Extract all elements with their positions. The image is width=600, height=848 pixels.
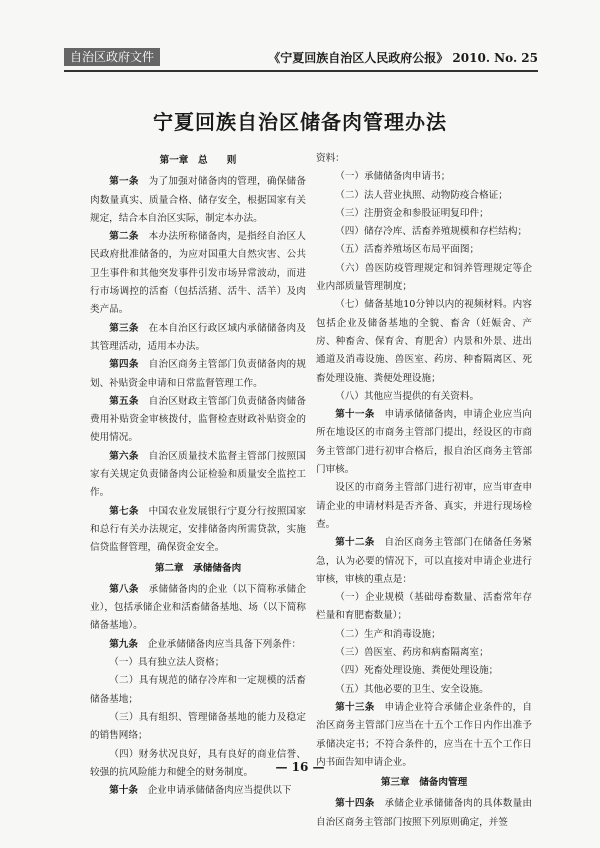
section-tag: 自治区政府文件: [64, 48, 160, 66]
clause-paragraph: [90, 672, 306, 709]
paragraph-text: 承储储备肉的企业（以下简称承储企业），包括承储企业和活畜储备基地、场（以下简称储备基地）。: [90, 583, 307, 632]
clause-paragraph: [316, 205, 532, 223]
clause-paragraph: [316, 187, 532, 205]
paragraph-text: （一）承储储备肉申请书；: [335, 171, 451, 183]
article-paragraph: [316, 795, 532, 832]
article-paragraph: [316, 534, 532, 589]
article-number: 第二条: [109, 231, 139, 243]
clause-paragraph: [316, 260, 532, 297]
paragraph-text: （一）企业规模（基础母畜数量、活畜常年存栏量和育肥畜数量）；: [316, 592, 532, 622]
paragraph-text: （三）注册资金和参股证明复印件；: [335, 207, 489, 219]
clause-paragraph: [316, 296, 532, 387]
paragraph-text: （四）储存冷库、活畜养殖规模和存栏结构；: [335, 226, 528, 238]
paragraph-text: 自治区财政主管部门负责储备肉储备费用补贴资金审核拨付，监督检查财政补贴资金的使用情况。: [90, 395, 307, 444]
article-paragraph: [90, 782, 306, 800]
paragraph-text: （六）兽医防疫管理规定和饲养管理规定等企业内部质量管理制度；: [316, 262, 532, 293]
clause-paragraph: [90, 654, 306, 672]
paragraph-text: （五）活畜养殖场区布局平面图；: [335, 244, 480, 256]
article-number: 第六条: [109, 450, 139, 462]
article-paragraph: [90, 356, 306, 393]
paragraph-text: 为了加强对储备肉的管理，确保储备肉数量真实、质量合格、储存安全，根据国家有关规定，结合本自治区实际，制定本办法。: [90, 176, 307, 224]
article-number: 第四条: [109, 359, 139, 371]
article-number: 第七条: [109, 505, 139, 517]
paragraph-text: （五）其他必要的卫生、安全设施。: [335, 683, 489, 695]
paragraph-text: 自治区质量技术监督主管部门按照国家有关规定负责储备肉公证检验和质量安全监控工作。: [90, 450, 307, 499]
article-paragraph: [90, 581, 306, 636]
clause-paragraph: [316, 150, 532, 168]
clause-paragraph: [316, 681, 532, 699]
article-number: 第三条: [109, 322, 139, 334]
article-paragraph: [90, 173, 306, 228]
paragraph-text: 企业承储储备肉应当具备下列条件：: [147, 638, 302, 650]
article-paragraph: [90, 448, 306, 503]
paragraph-text: 设区的市商务主管部门进行初审，应当审查申请企业的申请材料是否齐备、真实，并进行现场检查。: [316, 482, 532, 530]
paragraph-text: （三）兽医室、药房和病畜隔离室；: [335, 647, 489, 659]
paragraph-text: （三）具有组织、管理储备基地的能力及稳定的销售网络；: [90, 711, 306, 742]
clause-paragraph: [316, 223, 532, 241]
right-column: [316, 150, 532, 832]
clause-paragraph: [316, 388, 532, 406]
left-column: [90, 150, 306, 800]
paragraph-text: 在本自治区行政区域内承储储备肉及其管理活动，适用本办法。: [90, 322, 307, 352]
article-number: 第十三条: [335, 701, 375, 713]
paragraph-text: 申请企业符合承储企业条件的，自治区商务主管部门应当在十五个工作日内作出准予承储决定书；不符合条件的，应当在十五个工作日内书面告知申请企业。: [316, 701, 533, 768]
article-number: 第一条: [109, 176, 139, 188]
article-number: 第九条: [109, 638, 138, 650]
article-number: 第十一条: [335, 409, 375, 421]
clause-paragraph: [316, 662, 532, 680]
paragraph-text: 承储企业承储储备肉的具体数量由自治区商务主管部门按照下列原则确定，并签: [316, 798, 533, 828]
clause-paragraph: [316, 479, 532, 534]
page-header: [64, 48, 538, 72]
chapter-heading: 第一章 总 则: [159, 155, 237, 166]
clause-paragraph: [316, 626, 532, 644]
paragraph-text: （二）法人营业执照、动物防疫合格证；: [335, 189, 508, 201]
article-number: 第十二条: [335, 537, 375, 549]
chapter-heading: 第三章 储备肉管理: [380, 777, 468, 789]
paragraph-text: （八）其他应当提供的有关资料。: [335, 390, 480, 402]
paragraph-text: （四）财务状况良好，具有良好的商业信誉、较强的抗风险能力和健全的财务制度。: [90, 748, 306, 778]
document-title: 宁夏回族自治区储备肉管理办法: [153, 110, 447, 134]
paragraph-text: 自治区商务主管部门负责储备肉的规划、补贴资金申请和日常监督管理工作。: [90, 359, 307, 389]
article-number: 第十四条: [335, 798, 375, 810]
clause-paragraph: [316, 589, 532, 626]
paragraph-text: 本办法所称储备肉，是指经自治区人民政府批准储备的，为应对国重大自然灾害、公共卫生事件和其他突发事件引发市场异常波动，而进行市场调控的活畜（包括活猪、活牛、活羊）及肉类产品。: [90, 231, 307, 316]
paragraph-text: 申请承储储备肉，申请企业应当向所在地设区的市商务主管部门提出，经设区的市商务主管部门进行初审合格后，报自治区商务主管部门审核。: [316, 409, 533, 476]
clause-paragraph: [316, 644, 532, 662]
paragraph-text: （一）具有独立法人资格；: [109, 657, 225, 669]
article-number: 第八条: [109, 583, 139, 595]
paragraph-text: （二）生产和消毒设施；: [335, 628, 441, 640]
article-number: 第五条: [109, 395, 139, 407]
paragraph-text: 自治区商务主管部门在储备任务紧急，认为必要的情况下，可以直接对申请企业进行审核，审核的重点是：: [316, 537, 533, 585]
paragraph-text: 中国农业发展银行宁夏分行按照国家和总行有关办法规定，安排储备肉所需贷款，实施信贷监督管理，确保资金安全。: [90, 505, 307, 554]
chapter-heading: 第二章 承储储备肉: [154, 562, 242, 574]
clause-paragraph: [316, 168, 532, 186]
paragraph-text: 企业申请承储储备肉应当提供以下: [147, 785, 292, 797]
article-number: 第十条: [109, 785, 138, 797]
paragraph-text: （七）储备基地10分钟以内的视频材料。内容包括企业及储备基地的全貌、畜舍（妊娠舍、产房、种畜舍、保育舍、育肥舍）内景和外景、进出通道及消毒设施、兽医室、药房、种畜隔离区、死畜处理设施、粪便处理设施；: [316, 299, 532, 384]
article-paragraph: [90, 320, 306, 357]
clause-paragraph: [316, 241, 532, 259]
journal-title: 《宁夏回族自治区人民政府公报》 2010. No. 25: [268, 51, 538, 65]
page-number: — 16 —: [275, 760, 325, 774]
clause-paragraph: [90, 709, 306, 746]
article-paragraph: [90, 228, 306, 319]
article-paragraph: [90, 393, 306, 448]
article-paragraph: [90, 636, 306, 654]
article-paragraph: [90, 503, 306, 558]
paragraph-text: （二）具有规范的储存冷库和一定规模的活畜储备基地；: [90, 675, 306, 705]
paragraph-text: （四）死畜处理设施、粪便处理设施；: [335, 665, 499, 677]
paragraph-text: 资料：: [316, 153, 345, 164]
article-paragraph: [316, 406, 532, 479]
